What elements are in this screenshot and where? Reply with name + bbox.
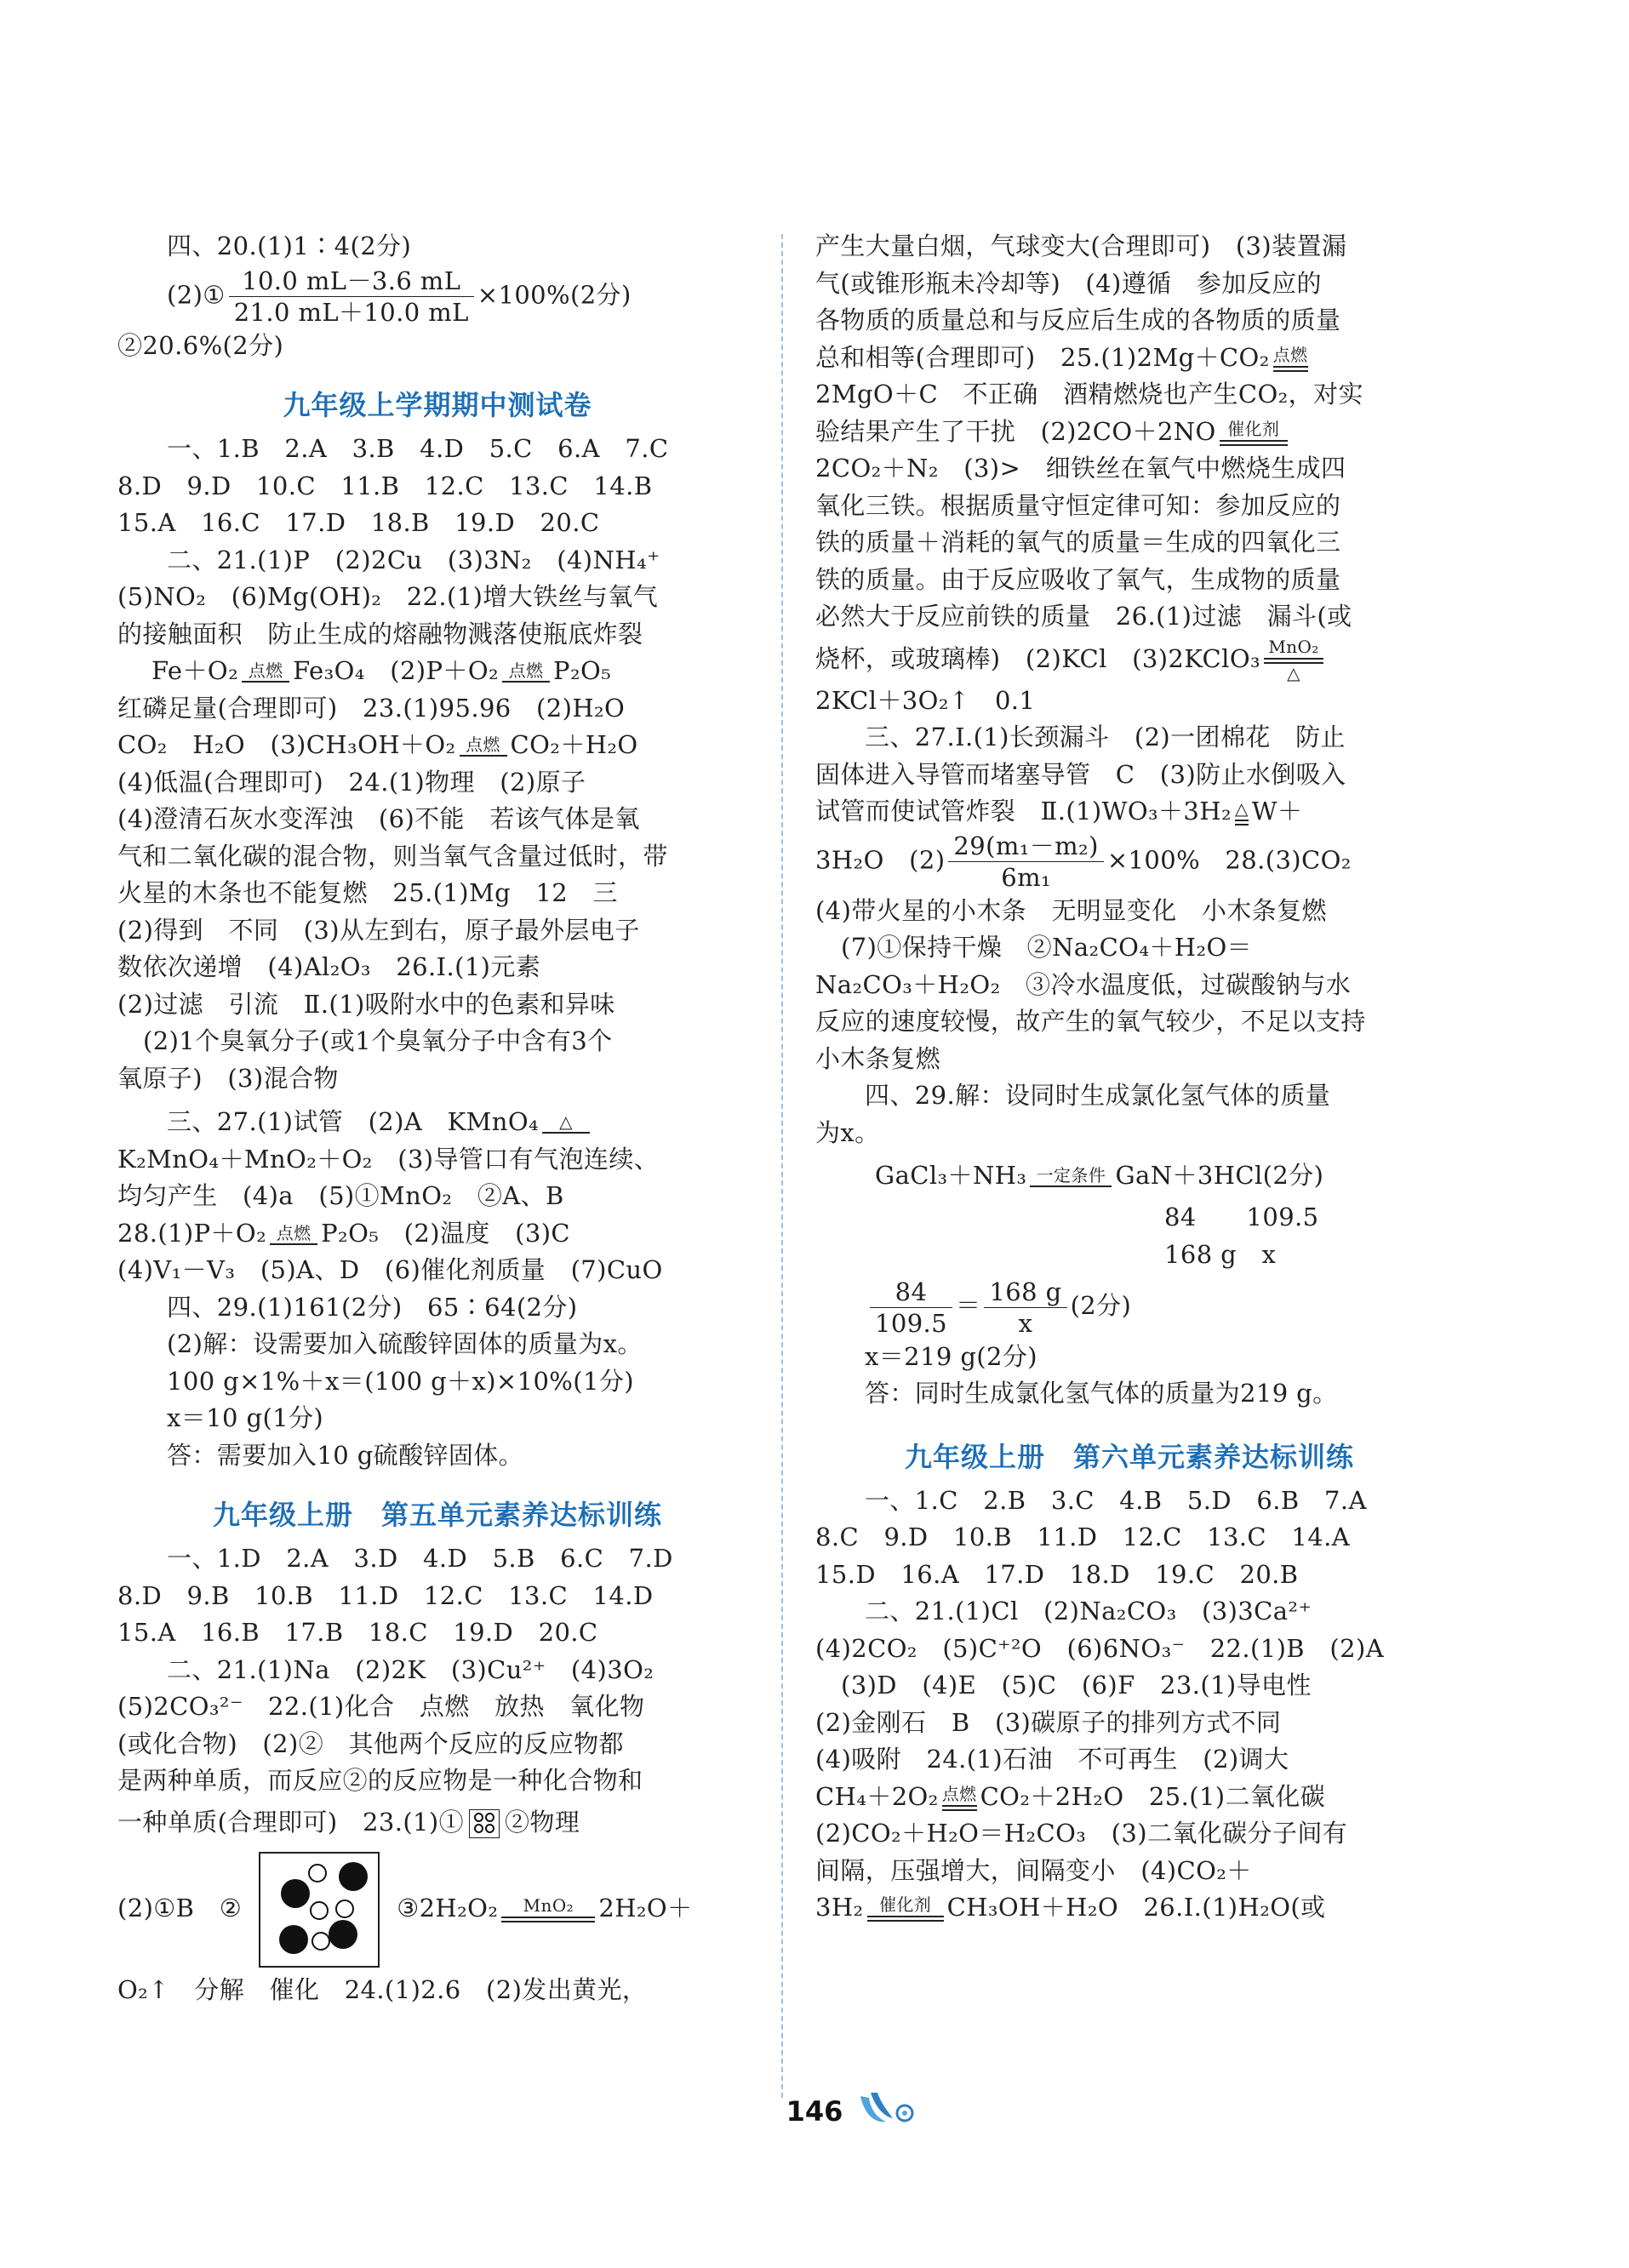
answer-line: (2)① $\frac{10.0 mL-3.6 mL}{21.0 mL+10.0 mL}$ ×100%(2分): [167, 266, 632, 327]
equation-line: CH₄＋2O₂ 点燃 CO₂＋2H₂O 25.(1)二氧化碳: [815, 1781, 1326, 1811]
answer-line: 2KCl＋3O₂↑ 0.1: [815, 685, 1036, 715]
reaction-arrow: 一定条件: [1026, 1167, 1115, 1187]
answer-line: (5)NO₂ (6)Mg(OH)₂ 22.(1)增大铁丝与氧气: [117, 582, 659, 611]
answer-line: 气和二氧化碳的混合物，则当氧气含量过低时，带: [117, 841, 668, 871]
answer-line: (2)1个臭氧分子(或1个臭氧分子中含有3个: [143, 1026, 613, 1055]
answer-line: 答：需要加入10 g硫酸锌固体。: [167, 1440, 524, 1470]
answer-line: O₂↑ 分解 催化 24.(1)2.6 (2)发出黄光，: [117, 1974, 648, 2004]
answer-line: Na₂CO₃＋H₂O₂ ③冷水温度低，过碳酸钠与水: [815, 969, 1352, 999]
decorative-logo-icon: [855, 2089, 923, 2127]
fraction: $\frac{\text{29(m₁－m₂)}}{\text{6m₁}}$: [948, 831, 1103, 893]
answer-line: (2)①B ② ③2H₂O₂ MnO₂ 2H₂O＋: [117, 1844, 757, 1972]
answer-line: 间隔，压强增大，间隔变小 (4)CO₂＋: [815, 1855, 1252, 1885]
equation-line: 三、27.(1)试管 (2)A KMnO₄ △: [117, 1104, 757, 1141]
right-column: [815, 228, 1443, 1927]
equation-line: 3H₂O (2) $\frac{\text{29(m₁－m₂)}}{\text{6m₁}}$ ×100% 28.(3)CO₂: [815, 831, 1352, 892]
answer-line: 氧化三铁。根据质量守恒定律可知：参加反应的: [815, 490, 1341, 520]
answer-line: 一种单质(合理即可) 23.(1)① ②物理: [117, 1807, 580, 1837]
answer-line: (2)过滤 引流 Ⅱ.(1)吸附水中的色素和异味: [117, 989, 615, 1019]
reaction-arrow: 催化剂: [864, 1896, 947, 1922]
answer-line: 一、1.C 2.B 3.C 4.B 5.D 6.B 7.A: [865, 1485, 1367, 1515]
equation-line: 总和相等(合理即可) 25.(1)2Mg＋CO₂ 点燃: [815, 340, 1443, 377]
answer-line: 反应的速度较慢，故产生的氧气较少，不足以支持: [815, 1007, 1366, 1036]
reaction-arrow: 点燃: [238, 662, 293, 683]
reaction-arrow: MnO₂ △: [1260, 638, 1327, 683]
answer-line: (5)2CO₃²⁻ 22.(1)化合 点燃 放热 氧化物: [117, 1692, 645, 1721]
fraction: $\frac{10.0 mL-3.6 mL}{21.0 mL+10.0 mL}$: [229, 266, 474, 328]
answer-line: 15.D 16.A 17.D 18.D 19.C 20.B: [815, 1559, 1299, 1589]
reaction-arrow: MnO₂: [498, 1897, 598, 1922]
answer-line: 15.A 16.C 17.D 18.B 19.D 20.C: [117, 508, 600, 537]
answer-line: 数依次递增 (4)Al₂O₃ 26.Ⅰ.(1)元素: [117, 952, 541, 981]
answer-line: (4)低温(合理即可) 24.(1)物理 (2)原子: [117, 767, 586, 797]
fraction: $\frac{84}{109.5}$: [870, 1277, 952, 1339]
equation-line: 验结果产生了干扰 (2)2CO＋2NO 催化剂: [815, 414, 1443, 451]
answer-line: (4)澄清石灰水变浑浊 (6)不能 若该气体是氧: [117, 804, 640, 833]
answer-line: (2)CO₂＋H₂O＝H₂CO₃ (3)二氧化碳分子间有: [815, 1819, 1348, 1848]
reaction-arrow: 点燃: [1270, 346, 1312, 372]
answer-line: 8.D 9.D 10.C 11.B 12.C 13.C 14.B: [117, 471, 653, 500]
equation-line: 烧杯，或玻璃棒) (2)KCl (3)2KClO₃ MnO₂ △: [815, 636, 1443, 683]
reaction-arrow: 点燃: [499, 662, 553, 683]
answer-line: 2MgO＋C 不正确 酒精燃烧也产生CO₂，对实: [815, 380, 1363, 408]
equation-line: 试管而使试管炸裂 Ⅱ.(1)WO₃＋3H₂ △ W＋: [815, 797, 1303, 826]
answer-line: x＝219 g(2分): [865, 1341, 1037, 1371]
answer-line: 为x。: [815, 1117, 880, 1147]
answer-line: (7)①保持干燥 ②Na₂CO₄＋H₂O＝: [841, 933, 1253, 962]
section-title: 九年级上册 第五单元素养达标训练: [212, 1499, 662, 1531]
answer-line: 2CO₂＋N₂ (3)> 细铁丝在氧气中燃烧生成四: [815, 454, 1346, 483]
answer-line: 氧原子) (3)混合物: [117, 1063, 339, 1093]
answer-line: 二、21.(1)Cl (2)Na₂CO₃ (3)3Ca²⁺: [865, 1597, 1312, 1625]
molecule-diagram-small: [469, 1809, 500, 1838]
answer-line: 均匀产生 (4)a (5)①MnO₂ ②A、B: [117, 1181, 564, 1210]
answer-line: (2)金刚石 B (3)碳原子的排列方式不同: [815, 1707, 1282, 1737]
answer-line: K₂MnO₄＋MnO₂＋O₂ (3)导管口有气泡连续、: [117, 1144, 660, 1174]
answer-line: 铁的质量。由于反应吸收了氧气，生成物的质量: [815, 564, 1341, 594]
answer-line: (4)2CO₂ (5)C⁺²O (6)6NO₃⁻ 22.(1)B (2)A: [815, 1633, 1385, 1663]
equation-line: $\frac{84}{109.5}$ ＝ $\frac{168 g}{x}$ (2分): [815, 1273, 1443, 1339]
answer-line: 15.A 16.B 17.B 18.C 19.D 20.C: [117, 1618, 598, 1647]
equation-line: GaCl₃＋NH₃ 一定条件 GaN＋3HCl(2分): [875, 1161, 1324, 1190]
reaction-arrow: 催化剂: [1216, 420, 1291, 446]
reaction-arrow: △: [1232, 800, 1252, 826]
answer-line: 四、20.(1)1∶4(2分): [167, 231, 412, 260]
answer-line: (2)解：设需要加入硫酸锌固体的质量为x。: [167, 1329, 643, 1358]
answer-line: 8.C 9.D 10.B 11.D 12.C 13.C 14.A: [815, 1522, 1351, 1551]
answer-line: 小木条复燃: [815, 1043, 941, 1073]
answer-line: 的接触面积 防止生成的熔融物溅落使瓶底炸裂: [117, 619, 643, 648]
column-divider: [781, 234, 783, 2098]
answer-line: 100 g×1%＋x＝(100 g＋x)×10%(1分): [167, 1366, 634, 1396]
answer-line: 三、27.Ⅰ.(1)长颈漏斗 (2)一团棉花 防止: [865, 723, 1346, 751]
answer-line: (4)吸附 24.(1)石油 不可再生 (2)调大: [815, 1745, 1289, 1774]
answer-line: x＝10 g(1分): [167, 1403, 324, 1432]
reaction-arrow: △: [539, 1113, 593, 1134]
answer-line: 固体进入导管而堵塞导管 C (3)防止水倒吸入: [815, 759, 1346, 789]
answer-line: 答：同时生成氯化氢气体的质量为219 g。: [865, 1379, 1338, 1408]
answer-line: (或化合物) (2)② 其他两个反应的反应物都: [117, 1728, 624, 1758]
left-column: [117, 228, 757, 2008]
answer-line: 84 109.5: [1164, 1203, 1319, 1231]
section-title: 九年级上学期期中测试卷: [283, 389, 592, 421]
answer-line: 二、21.(1)Na (2)2K (3)Cu²⁺ (4)3O₂: [167, 1654, 654, 1684]
answer-line: (3)D (4)E (5)C (6)F 23.(1)导电性: [841, 1671, 1312, 1700]
fraction: $\frac{168 g}{x}$: [984, 1277, 1066, 1339]
answer-line: 168 g x: [1164, 1239, 1277, 1269]
answer-line: 四、29.(1)161(2分) 65∶64(2分): [167, 1292, 578, 1322]
answer-line: 火星的木条也不能复燃 25.(1)Mg 12 三: [117, 878, 618, 907]
answer-line: 一、1.B 2.A 3.B 4.D 5.C 6.A 7.C: [167, 434, 669, 463]
answer-line: 各物质的质量总和与反应后生成的各物质的质量: [815, 306, 1341, 334]
answer-line: 一、1.D 2.A 3.D 4.D 5.B 6.C 7.D: [167, 1544, 673, 1573]
equation-line: 28.(1)P＋O₂ 点燃 P₂O₅ (2)温度 (3)C: [117, 1218, 571, 1248]
reaction-arrow: 点燃: [939, 1785, 980, 1811]
answer-line: 是两种单质，而反应②的反应物是一种化合物和: [117, 1766, 643, 1795]
equation-line: CO₂ H₂O (3)CH₃OH＋O₂ 点燃 CO₂＋H₂O: [117, 730, 638, 759]
page-number: 146: [786, 2095, 843, 2128]
answer-line: 铁的质量＋消耗的氧气的质量＝生成的四氧化三: [815, 528, 1341, 557]
equation-line: Fe＋O₂ 点燃 Fe₃O₄ (2)P＋O₂ 点燃 P₂O₅: [151, 656, 612, 685]
answer-line: (2)得到 不同 (3)从左到右，原子最外层电子: [117, 915, 640, 945]
molecule-diagram-large: [259, 1852, 380, 1968]
answer-line: 四、29.解：设同时生成氯化氢气体的质量: [865, 1081, 1331, 1110]
answer-line: 红磷足量(合理即可) 23.(1)95.96 (2)H₂O: [117, 693, 626, 723]
reaction-arrow: 点燃: [266, 1225, 321, 1245]
answer-line: (4)带火星的小木条 无明显变化 小木条复燃: [815, 895, 1327, 925]
section-title: 九年级上册 第六单元素养达标训练: [904, 1440, 1354, 1473]
answer-line: 二、21.(1)P (2)2Cu (3)3N₂ (4)NH₄⁺: [167, 545, 660, 574]
answer-line: 气(或锥形瓶未冷却等) (4)遵循 参加反应的: [815, 268, 1322, 298]
answer-line: 产生大量白烟，气球变大(合理即可) (3)装置漏: [815, 231, 1347, 260]
answer-line: (4)V₁－V₃ (5)A、D (6)催化剂质量 (7)CuO: [117, 1255, 663, 1284]
answer-line: ②20.6%(2分): [117, 330, 284, 360]
reaction-arrow: 点燃: [456, 736, 511, 757]
answer-line: 必然大于反应前铁的质量 26.(1)过滤 漏斗(或: [815, 602, 1352, 631]
equation-line: 3H₂ 催化剂 CH₃OH＋H₂O 26.Ⅰ.(1)H₂O(或: [815, 1893, 1326, 1922]
answer-line: 8.D 9.B 10.B 11.D 12.C 13.C 14.D: [117, 1580, 654, 1610]
